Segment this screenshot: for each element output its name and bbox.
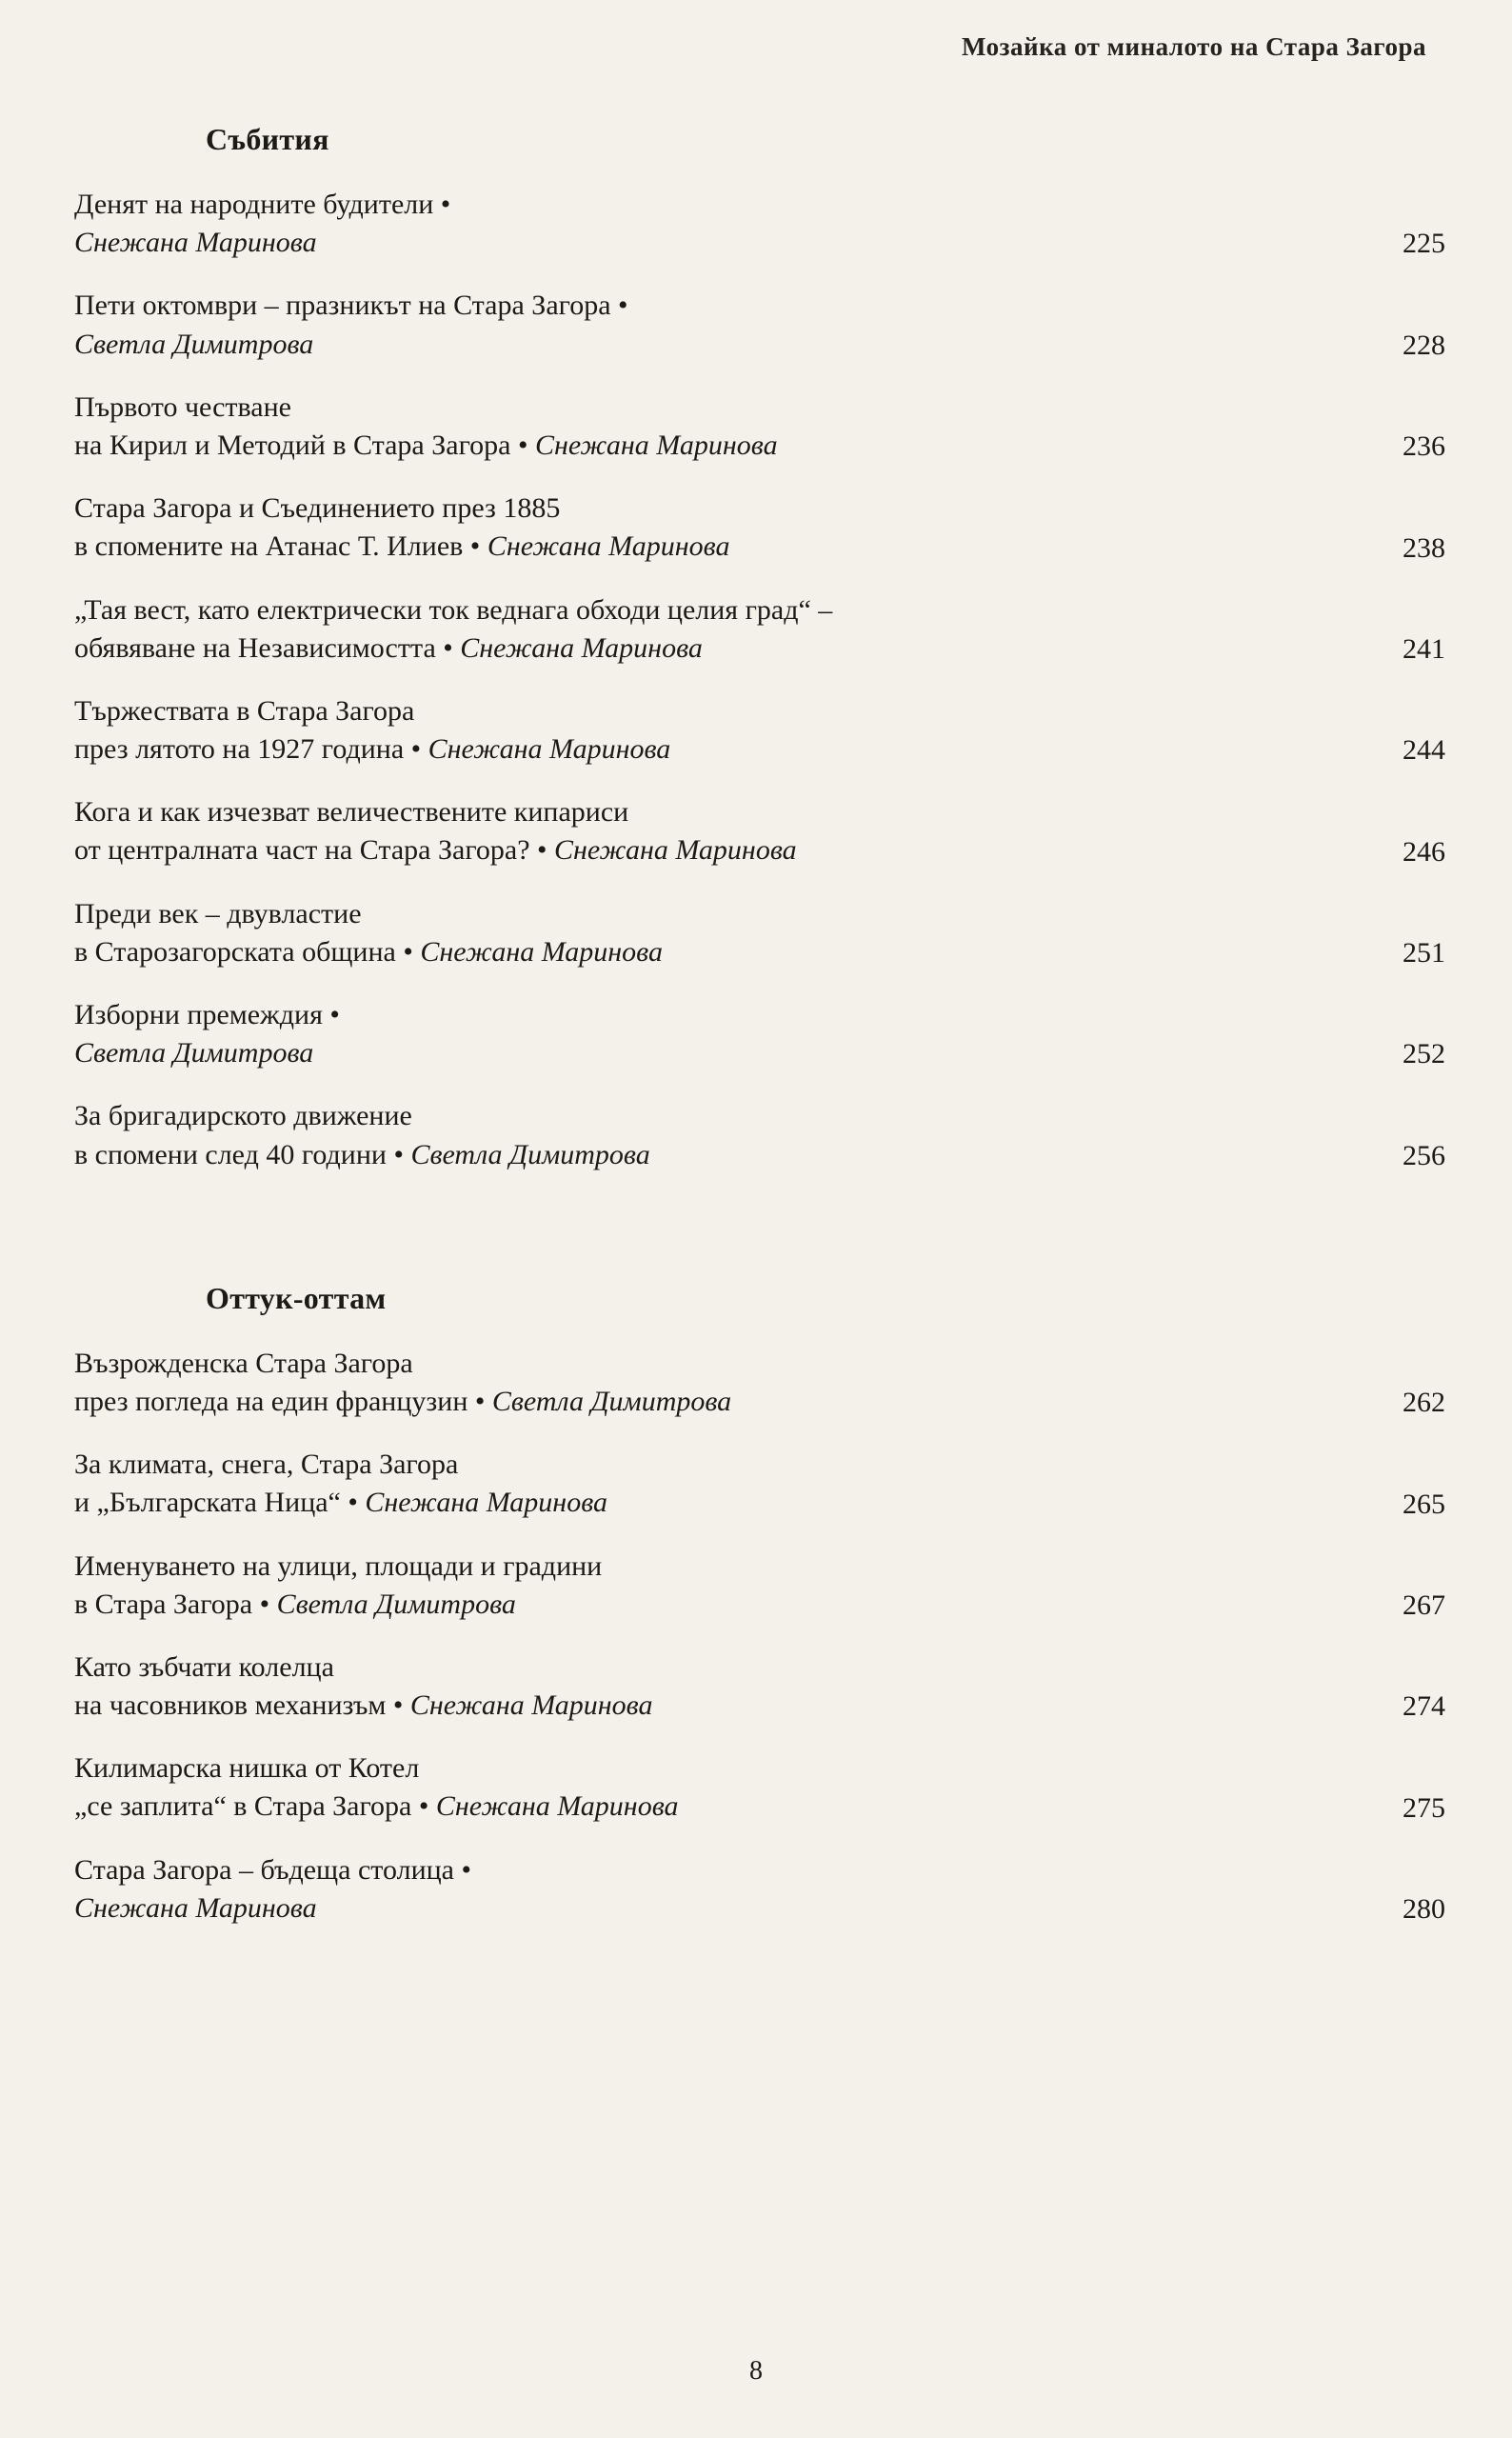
toc-entry-line-text: в Стара Загора •: [74, 1588, 277, 1620]
toc-entry-text: [74, 1446, 607, 1522]
toc-entry-line-text: през лятото на 1927 година •: [74, 733, 428, 766]
toc-entry-author: Снежана Маринова: [428, 733, 671, 766]
toc-entry-line: Преди век – двувластие: [74, 897, 362, 929]
toc-entry-line: „Тая вест, като електрически ток веднага обходи целия град“ –: [74, 593, 833, 626]
toc-entry-line: Стара Загора и Съединението през 1885: [74, 492, 561, 525]
toc-entry-line: [74, 730, 670, 769]
toc-entry-line: [74, 933, 663, 971]
toc-entry-line-text: обявяване на Независимостта •: [74, 631, 461, 664]
toc-entry-author: Снежана Маринова: [74, 227, 317, 259]
toc-entry[interactable]: [74, 996, 1445, 1072]
toc-entry-text: [74, 895, 663, 971]
toc-section-events: [74, 186, 1445, 1174]
toc-entry-line-text: през погледа на един французин •: [74, 1385, 492, 1417]
toc-entry-page: 265: [1403, 1488, 1445, 1520]
toc-entry-line: Пети октомври – празникът на Стара Загора •: [74, 290, 636, 322]
toc-entry-page: 244: [1403, 734, 1445, 767]
toc-entry-line: [74, 1687, 652, 1725]
toc-entry-line-text: от централната част на Стара Загора? •: [74, 834, 555, 867]
toc-entry-line: За климата, снега, Стара Загора: [74, 1449, 459, 1481]
toc-entry-page: 251: [1403, 937, 1445, 969]
toc-entry-author: Снежана Маринова: [420, 935, 663, 968]
toc-entry-page: 228: [1403, 329, 1445, 361]
toc-entry-author: Светла Димитрова: [74, 328, 314, 360]
toc-entry-line-text: в спомени след 40 години •: [74, 1138, 411, 1170]
toc-entry[interactable]: [74, 186, 1445, 262]
toc-entry-line: [74, 427, 778, 465]
toc-entry-page: 262: [1403, 1387, 1445, 1419]
toc-entry[interactable]: [74, 287, 1445, 363]
toc-entry[interactable]: [74, 1097, 1445, 1173]
toc-entry-page: 256: [1403, 1139, 1445, 1171]
toc-entry-author: Снежана Маринова: [435, 1790, 679, 1823]
toc-entry-line: [74, 1383, 731, 1421]
toc-entry[interactable]: [74, 1851, 1445, 1928]
toc-entry-text: [74, 490, 729, 566]
toc-entry-page: 274: [1403, 1690, 1445, 1723]
toc-entry[interactable]: [74, 1749, 1445, 1826]
toc-entry-line: [74, 629, 832, 668]
toc-entry-line: [74, 1136, 650, 1174]
toc-entry-author: Снежана Маринова: [460, 631, 703, 664]
toc-entry[interactable]: [74, 591, 1445, 668]
toc-entry-text: [74, 1749, 679, 1826]
toc-entry[interactable]: [74, 793, 1445, 869]
toc-entry-text: [74, 287, 635, 363]
toc-entry-line: Първото честване: [74, 390, 291, 423]
toc-entry-page: 280: [1403, 1893, 1445, 1925]
toc-entry-line-text: на часовников механизъм •: [74, 1689, 410, 1722]
table-of-contents: [74, 105, 1445, 1952]
toc-entry-line-text: „се заплита“ в Стара Загора •: [74, 1790, 436, 1823]
toc-entry-author: Снежана Маринова: [534, 429, 778, 461]
toc-entry-text: [74, 389, 778, 465]
toc-entry-page: 252: [1403, 1038, 1445, 1070]
toc-entry-author: Снежана Маринова: [487, 530, 730, 563]
toc-entry-text: [74, 793, 797, 869]
toc-entry-line: Именуването на улици, площади и градини: [74, 1549, 603, 1582]
toc-entry-text: [74, 1649, 652, 1725]
toc-entry-line-text: и „Българската Ница“ •: [74, 1487, 366, 1519]
toc-entry-line: [74, 1586, 602, 1624]
toc-entry-page: 275: [1403, 1791, 1445, 1824]
page-number: 8: [749, 2356, 763, 2386]
toc-entry-text: [74, 1548, 602, 1624]
toc-entry-text: [74, 186, 458, 262]
toc-entry-text: [74, 591, 832, 668]
toc-entry-text: [74, 1097, 650, 1173]
toc-entry-line: За бригадирското движение: [74, 1100, 412, 1132]
toc-entry-line: Тържествата в Стара Загора: [74, 694, 415, 727]
toc-entry-line: [74, 1484, 607, 1522]
toc-entry-author: Снежана Маринова: [409, 1689, 653, 1722]
section-heading-misc: Оттук-оттам: [206, 1280, 387, 1315]
toc-entry-author: Светла Димитрова: [491, 1385, 732, 1417]
toc-entry-line: Изборни премеждия •: [74, 999, 348, 1030]
toc-entry[interactable]: [74, 389, 1445, 465]
toc-entry-author: Снежана Маринова: [365, 1487, 608, 1519]
toc-entry-page: 238: [1403, 531, 1445, 564]
toc-entry-line: Кога и как изчезват величествените кипариси: [74, 796, 629, 829]
toc-entry-page: 241: [1403, 632, 1445, 665]
toc-entry[interactable]: [74, 490, 1445, 566]
toc-entry-author: Снежана Маринова: [74, 1891, 317, 1924]
toc-entry-line: Като зъбчати колелца: [74, 1650, 334, 1683]
toc-entry[interactable]: [74, 692, 1445, 769]
toc-entry[interactable]: [74, 895, 1445, 971]
toc-entry-line: [74, 831, 797, 869]
toc-entry-author: Снежана Маринова: [554, 834, 797, 867]
toc-entry-line-text: в спомените на Атанас Т. Илиев •: [74, 530, 487, 563]
toc-entry[interactable]: [74, 1446, 1445, 1522]
toc-entry-text: [74, 1345, 731, 1421]
section-heading-events: Събития: [206, 122, 329, 156]
toc-entry-line: Килимарска нишка от Котел: [74, 1752, 420, 1785]
toc-entry-text: [74, 692, 670, 769]
toc-section-misc: [74, 1345, 1445, 1928]
toc-entry-line: [74, 1788, 679, 1826]
running-head: Мозайка от миналото на Стара Загора: [962, 32, 1426, 61]
toc-entry-text: [74, 1851, 479, 1928]
toc-entry-page: 246: [1403, 835, 1445, 868]
toc-entry-line: Възрожденска Стара Загора: [74, 1347, 413, 1379]
toc-entry[interactable]: [74, 1345, 1445, 1421]
toc-entry[interactable]: [74, 1548, 1445, 1624]
toc-entry-line-text: в Старозагорската община •: [74, 935, 421, 968]
toc-entry-author: Светла Димитрова: [410, 1138, 650, 1170]
toc-entry-author: Светла Димитрова: [74, 1037, 314, 1069]
toc-entry-text: [74, 996, 347, 1072]
toc-entry-line-text: на Кирил и Методий в Стара Загора •: [74, 429, 535, 461]
toc-entry[interactable]: [74, 1649, 1445, 1725]
toc-entry-author: Светла Димитрова: [276, 1588, 516, 1620]
toc-entry-page: 267: [1403, 1589, 1445, 1621]
toc-entry-page: 225: [1403, 228, 1445, 260]
toc-entry-line: Денят на народните будители •: [74, 189, 458, 220]
toc-entry-line: [74, 528, 729, 566]
toc-entry-line: Стара Загора – бъдеща столица •: [74, 1853, 479, 1886]
toc-entry-page: 236: [1403, 430, 1445, 463]
